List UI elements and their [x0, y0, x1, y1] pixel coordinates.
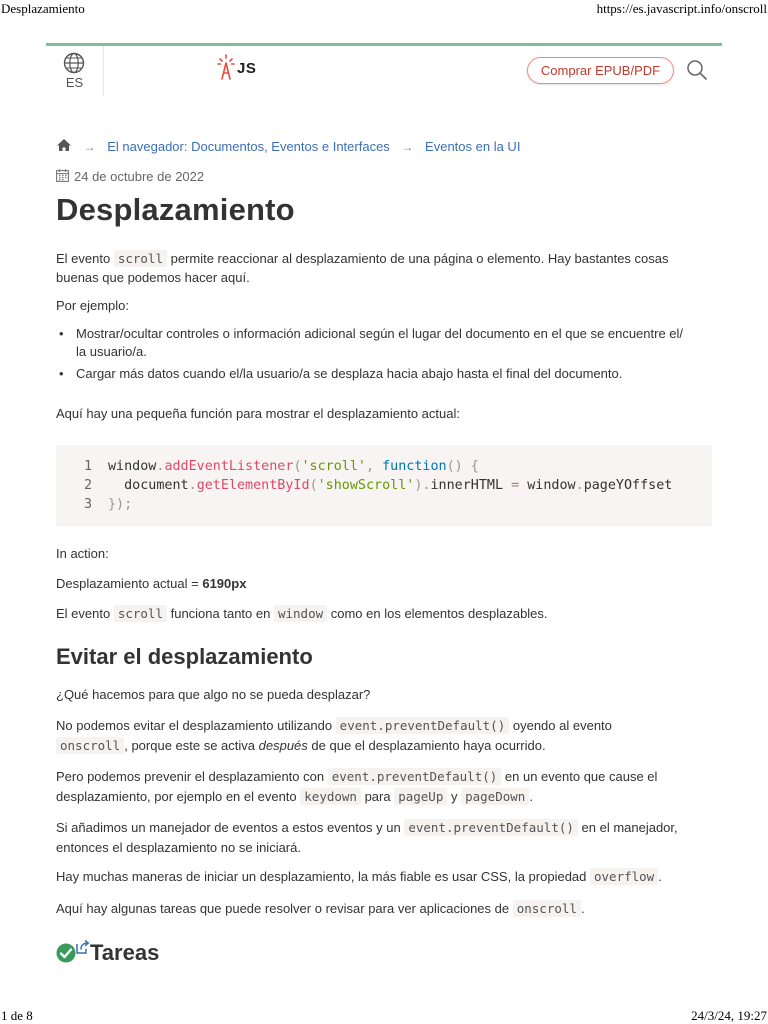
inline-code: event.preventDefault() [336, 717, 510, 734]
line-number: 2 [83, 478, 92, 493]
line-number: 1 [83, 459, 92, 474]
current-scroll-paragraph [56, 574, 712, 593]
current-scroll-value: 6190px [202, 576, 247, 591]
print-footer [0, 1008, 768, 1024]
breadcrumb-link-browser[interactable]: El navegador: Documentos, Eventos e Interfaces [107, 139, 390, 154]
code-token: . [575, 478, 584, 493]
list-item-text: Mostrar/ocultar controles o información adicional según el lugar del documento en el que se encuentre el/ [76, 326, 684, 341]
inline-code: scroll [114, 605, 167, 622]
scroll-works-paragraph [56, 604, 712, 623]
check-circle-icon [56, 943, 76, 963]
breadcrumb-separator: → [83, 140, 96, 154]
inline-code: scroll [114, 250, 167, 267]
code-line [56, 495, 132, 514]
intro-text: buenas que podemos hacer aquí. [56, 270, 250, 285]
code-token: ( [309, 478, 318, 493]
for-example-paragraph: Por ejemplo: [56, 298, 129, 313]
home-icon[interactable] [56, 138, 72, 152]
buy-epub-pdf-button[interactable]: Comprar EPUB/PDF [527, 57, 674, 84]
code-token: document [108, 478, 189, 493]
code-token: . [156, 459, 165, 474]
overflow-paragraph [56, 867, 712, 886]
external-link-icon[interactable] [76, 940, 90, 954]
site-header [46, 46, 722, 100]
inline-code: window [274, 605, 327, 622]
paragraph-text: oyendo al evento [509, 718, 612, 733]
inline-code: overflow [590, 868, 658, 885]
paragraph-text: . [580, 901, 585, 916]
paragraph-text: Aquí hay algunas tareas que puede resolver o revisar para ver aplicaciones de [56, 901, 513, 916]
code-token: ( [293, 459, 302, 474]
code-block [56, 445, 712, 526]
paragraph-text: Si añadimos un manejador de eventos a estos eventos y un [56, 820, 405, 835]
examples-list [56, 325, 712, 387]
intro-text: El evento [56, 251, 114, 266]
print-page-title: Desplazamiento [1, 1, 85, 16]
list-item-text: Cargar más datos cuando el/la usuario/a se desplaza hacia abajo hasta el final del documento. [76, 366, 623, 381]
code-token: = [511, 478, 520, 493]
code-token: ). [414, 478, 431, 493]
function-intro-paragraph: Aquí hay una pequeña función para mostrar el desplazamiento actual: [56, 406, 460, 421]
code-token: , [366, 459, 383, 474]
code-line [56, 476, 672, 495]
search-icon[interactable] [686, 59, 708, 81]
inline-code: event.preventDefault() [328, 768, 502, 785]
calendar-icon [56, 169, 69, 182]
inline-code: onscroll [513, 900, 581, 917]
paragraph-text: en el manejador, [577, 820, 678, 835]
paragraph-text: . [658, 869, 662, 884]
code-token: window [108, 459, 157, 474]
list-item [56, 325, 712, 361]
paragraph-text: El evento [56, 606, 114, 621]
current-scroll-label: Desplazamiento actual = [56, 576, 203, 591]
inline-code: pageDown [461, 788, 529, 805]
print-datetime: 24/3/24, 19:27 [691, 1008, 767, 1023]
code-token: 'showScroll' [317, 478, 415, 493]
code-token: }); [108, 497, 133, 512]
inline-code: event.preventDefault() [404, 819, 578, 836]
paragraph-text: y [447, 789, 462, 804]
inline-code: pageUp [394, 788, 447, 805]
handler-paragraph [56, 818, 712, 858]
intro-paragraph [56, 249, 712, 287]
globe-icon [63, 52, 85, 74]
code-token: . [188, 478, 197, 493]
tasks-intro-paragraph [56, 899, 712, 918]
paragraph-text: desplazamiento, por ejemplo en el evento [56, 789, 301, 804]
question-paragraph: ¿Qué hacemos para que algo no se pueda desplazar? [56, 687, 371, 702]
code-token: function [382, 459, 447, 474]
code-token: pageYOffset [583, 478, 673, 493]
emphasis: después [258, 738, 308, 753]
paragraph-text: Hay muchas maneras de iniciar un desplazamiento, la más fiable es usar CSS, la propiedad [56, 869, 590, 884]
paragraph-text: No podemos evitar el desplazamiento utilizando [56, 718, 336, 733]
prevent-default-paragraph [56, 716, 712, 756]
code-token: addEventListener [164, 459, 294, 474]
in-action-paragraph: In action: [56, 546, 109, 561]
list-item [56, 365, 712, 383]
inline-code: keydown [300, 788, 361, 805]
code-line [56, 457, 479, 476]
paragraph-text: , porque este se activa [124, 738, 259, 753]
article-date [56, 169, 204, 184]
paragraph-text: entonces el desplazamiento no se iniciará. [56, 840, 301, 855]
breadcrumb-link-ui-events[interactable]: Eventos en la UI [425, 139, 521, 154]
code-token: () { [446, 459, 479, 474]
breadcrumb [56, 138, 520, 154]
date-text: 24 de octubre de 2022 [74, 169, 205, 184]
section-heading: Evitar el desplazamiento [56, 644, 313, 669]
code-token: getElementById [196, 478, 310, 493]
intro-text: permite reaccionar al desplazamiento de una página o elemento. Hay bastantes cosas [166, 251, 669, 266]
print-header [0, 1, 768, 17]
logo-text: JS [237, 60, 257, 77]
paragraph-text: . [529, 789, 533, 804]
paragraph-text: para [360, 789, 395, 804]
paragraph-text: de que el desplazamiento haya ocurrido. [307, 738, 546, 753]
paragraph-text: en un evento que cause el [501, 769, 658, 784]
paragraph-text: como en los elementos desplazables. [327, 606, 548, 621]
language-switcher[interactable] [46, 46, 104, 96]
language-code: ES [65, 75, 84, 90]
prevent-scroll-paragraph [56, 767, 712, 807]
code-token: window [519, 478, 576, 493]
inline-code: onscroll [56, 737, 124, 754]
code-token: 'scroll' [301, 459, 366, 474]
list-item-text: la usuario/a. [76, 344, 147, 359]
page-title: Desplazamiento [56, 192, 295, 227]
line-number: 3 [83, 497, 92, 512]
tasks-title: Tareas [90, 940, 160, 965]
paragraph-text: Pero podemos prevenir el desplazamiento con [56, 769, 328, 784]
breadcrumb-separator: → [401, 140, 414, 154]
print-url: https://es.javascript.info/onscroll [596, 1, 767, 16]
bullet: • [59, 366, 64, 381]
tasks-heading [56, 940, 159, 966]
paragraph-text: funciona tanto en [166, 606, 274, 621]
code-token: innerHTML [430, 478, 512, 493]
print-page-number: 1 de 8 [1, 1008, 33, 1023]
bullet: • [59, 326, 64, 341]
